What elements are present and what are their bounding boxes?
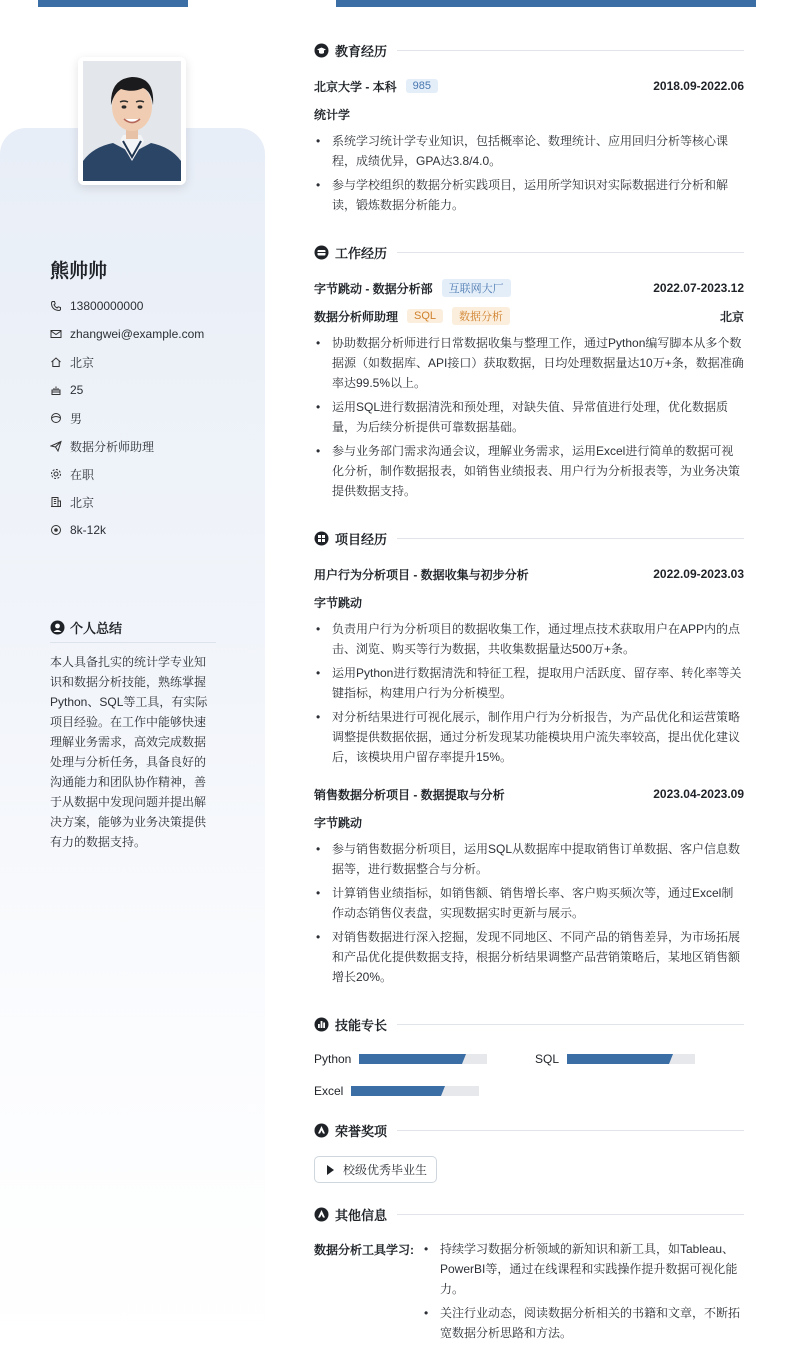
grid-icon [314,531,329,546]
summary-text: 本人具备扎实的统计学专业知识和数据分析技能，熟练掌握Python、SQL等工具，有实际项目经验。在工作中能够快速理解业务需求，高效完成数据处理与分析任务，具备良好的沟通能力和团队协作精神，善于从数据中发现问题并提出解决方案，能够为业务决策提供有力的数据支持。 [50,655,208,849]
graduation-cap-icon [314,43,329,58]
profile-name: 熊帅帅 [50,261,108,282]
work-role-tag: 数据分析 [452,307,510,325]
skill-name: Python [314,1052,352,1066]
education-bullets [314,131,744,219]
mail-icon [50,328,62,340]
honors-title: 荣誉奖项 [335,1123,388,1139]
phone-icon [50,300,62,312]
info-salary-text: 8k-12k [70,523,107,537]
education-tag: 985 [406,79,438,93]
profile-photo-frame [78,57,186,185]
other-title: 其他信息 [335,1207,388,1223]
work-role-row [314,307,744,325]
skill-sql [535,1052,695,1066]
work-role: 数据分析师助理 [314,309,399,324]
target-icon [50,524,62,536]
info-position [50,432,204,460]
education-date: 2018.09-2022.06 [653,79,744,93]
skill-bar-fill [359,1054,461,1064]
project-bullet: • 对销售数据进行深入挖掘，发现不同地区、不同产品的销售差异，为市场拓展和产品优化提供数据支持，根据分析结果调整产品营销策略后，某地区销售额增长20%。 [314,927,744,987]
info-status [50,460,204,488]
work-heading [314,242,744,262]
status-icon [50,468,62,480]
project-org: 字节跳动 [314,595,363,610]
summary-title: 个人总结 [70,620,123,636]
section-divider [397,1214,744,1215]
gender-icon [50,412,62,424]
play-triangle-icon [327,1165,334,1175]
projects-heading [314,528,744,548]
info-position-text: 数据分析师助理 [70,439,155,454]
work-bullet: • 参与业务部门需求沟通会议，理解业务需求，运用Excel进行简单的数据可视化分析，制作数据报表，如销售业绩报表、用户行为分析报表等，为业务决策提供数据支持。 [314,441,744,501]
work-date: 2022.07-2023.12 [653,281,744,295]
education-bullet: • 系统学习统计学专业知识，包括概率论、数理统计、应用回归分析等核心课程，成绩优异，GPA达3.8/4.0。 [314,131,744,171]
skill-bar [567,1054,695,1064]
send-icon [50,440,62,452]
info-age-text: 25 [70,383,84,397]
info-city-text: 北京 [70,495,95,510]
info-age [50,376,204,404]
info-salary [50,516,204,544]
other-heading [314,1204,744,1224]
info-email-text: zhangwei@example.com [70,327,205,341]
education-school-row [314,77,744,95]
summary-heading [50,616,216,643]
education-title: 教育经历 [335,43,388,59]
award-icon [314,1123,329,1138]
work-bullets [314,333,744,505]
project-bullet: • 计算销售业绩指标，如销售额、销售增长率、客户购买频次等，通过Excel制作动态销售仪表盘，实现数据实时更新与展示。 [314,883,744,923]
section-divider [397,538,744,539]
honor-item[interactable] [314,1156,437,1183]
info-gender-text: 男 [70,411,83,426]
work-city: 北京 [719,309,744,324]
work-bullet: • 运用SQL进行数据清洗和预处理，对缺失值、异常值进行处理，优化数据质量，为后续分析提供可靠数据基础。 [314,397,744,437]
project-bullets [314,839,744,991]
education-bullet: • 参与学校组织的数据分析实践项目，运用所学知识对实际数据进行分析和解读，锻炼数据分析能力。 [314,175,744,215]
home-icon [50,356,62,368]
cake-icon [50,384,62,396]
other-label: 数据分析工具学习: [314,1243,414,1257]
contact-info-list [50,292,204,544]
project-org-row [314,813,744,831]
project-org-row [314,593,744,611]
skill-name: Excel [314,1084,344,1098]
user-icon [50,620,65,635]
other-bullet: • 持续学习数据分析领域的新知识和新工具，如Tableau、PowerBI等，通过在线课程和实践操作提升数据可视化能力。 [422,1239,744,1299]
portrait-illustration [83,61,181,181]
skills-title: 技能专长 [335,1017,388,1033]
project-bullet: • 负责用户行为分析项目的数据收集工作，通过埋点技术获取用户在APP内的点击、浏览、购买等行为数据，共收集数据量达500万+条。 [314,619,744,659]
project-bullet: • 对分析结果进行可视化展示，制作用户行为分析报告，为产品优化和运营策略调整提供数据依据，通过分析发现某功能模块用户流失率较高，提出优化建议后，该模块用户留存率提升15%。 [314,707,744,767]
honor-item-text: 校级优秀毕业生 [343,1163,428,1177]
section-divider [397,50,744,51]
info-email [50,320,204,348]
info-badge-icon [314,1207,329,1222]
skill-bar [351,1086,479,1096]
project-date: 2023.04-2023.09 [653,787,744,801]
project-bullet: • 参与销售数据分析项目，运用SQL从数据库中提取销售订单数据、客户信息数据等，进行数据整合与分析。 [314,839,744,879]
work-company-tag: 互联网大厂 [442,279,511,297]
work-title: 工作经历 [335,245,388,261]
education-heading [314,40,744,60]
section-divider [397,1024,744,1025]
project-name: 用户行为分析项目 - 数据收集与初步分析 [314,567,529,582]
project-org: 字节跳动 [314,815,363,830]
work-role-tag: SQL [407,309,443,323]
project-date: 2022.09-2023.03 [653,567,744,581]
section-divider [397,1130,744,1131]
project-bullet: • 运用Python进行数据清洗和特征工程，提取用户活跃度、留存率、转化率等关键指标，构建用户行为分析模型。 [314,663,744,703]
work-company-row [314,279,744,297]
other-bullets [422,1239,744,1347]
projects-title: 项目经历 [335,531,388,547]
project-bullets [314,619,744,771]
profile-photo [83,61,181,181]
briefcase-icon [314,245,329,260]
education-major: 统计学 [314,107,351,122]
info-gender [50,404,204,432]
other-bullet: • 关注行业动态，阅读数据分析相关的书籍和文章，不断拓宽数据分析思路和方法。 [422,1303,744,1343]
info-location [50,348,204,376]
project-header-row [314,565,744,583]
skill-bar [359,1054,487,1064]
project-name: 销售数据分析项目 - 数据提取与分析 [314,787,505,802]
info-city [50,488,204,516]
info-location-text: 北京 [70,355,95,370]
skills-heading [314,1014,744,1034]
skill-bar-fill [567,1054,669,1064]
building-icon [50,496,62,508]
education-major-row [314,105,744,123]
skill-excel [314,1084,479,1098]
work-company: 字节跳动 - 数据分析部 [314,281,433,296]
top-accent-bar-left [38,0,188,7]
education-school: 北京大学 - 本科 [314,79,397,94]
skill-python [314,1052,487,1066]
skill-bar-fill [351,1086,441,1096]
section-divider [397,252,744,253]
skill-name: SQL [535,1052,560,1066]
bar-chart-icon [314,1017,329,1032]
info-status-text: 在职 [70,467,95,482]
project-header-row [314,785,744,803]
honors-heading [314,1120,744,1140]
work-bullet: • 协助数据分析师进行日常数据收集与整理工作，通过Python编写脚本从多个数据源（如数据库、API接口）获取数据，日均处理数据量达10万+条，数据准确率达99.5%以上。 [314,333,744,393]
info-phone [50,292,204,320]
info-phone-text: 13800000000 [70,299,144,313]
top-accent-bar-right [336,0,756,7]
